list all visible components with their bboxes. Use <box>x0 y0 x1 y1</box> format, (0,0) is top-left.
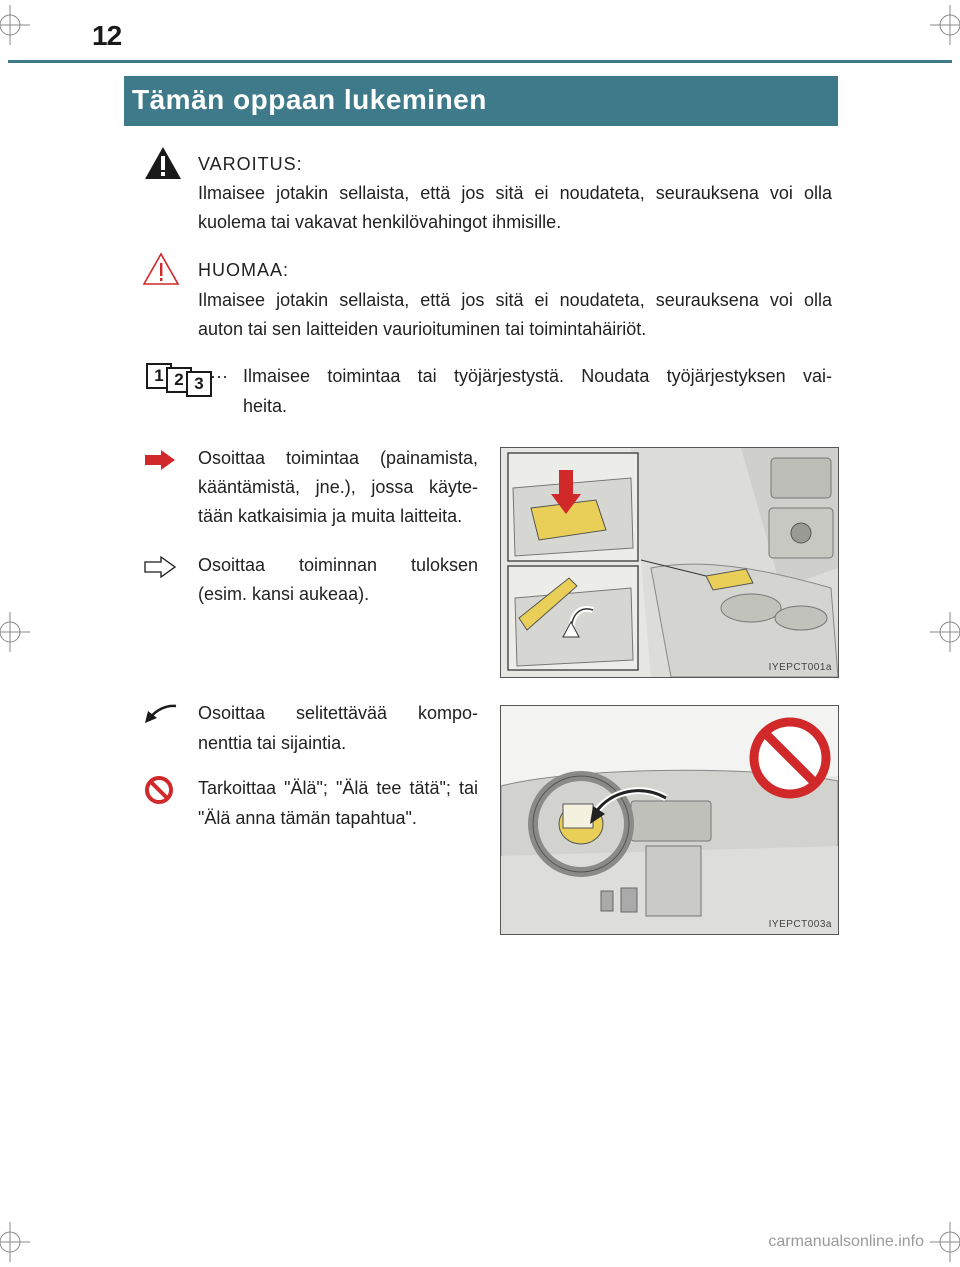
section-title: Tämän oppaan lukeminen <box>132 84 487 115</box>
figure-center-console <box>500 447 839 678</box>
caution-heading: HUOMAA: <box>198 260 290 280</box>
warning-text-line: Ilmaisee jotakin sellaista, että jos sitä ei noudateta, seurauksena voi olla <box>198 183 832 203</box>
result-arrow-outline-icon <box>144 556 176 578</box>
pointer-text-line: nenttia tai sijaintia. <box>198 733 347 753</box>
action-text-line: Osoittaa toimintaa (painamista, <box>198 448 478 468</box>
pointer-arrow-icon <box>144 702 178 724</box>
action-arrow-filled-icon <box>144 449 176 471</box>
warning-heading: VAROITUS: <box>198 154 303 174</box>
steps-text-line: heita. <box>243 396 288 416</box>
crop-mark-top-right <box>930 5 960 45</box>
caution-triangle-outline-icon <box>142 252 180 286</box>
crop-mark-bottom-right <box>930 1222 960 1262</box>
result-text-line: Osoittaa toiminnan tuloksen <box>198 555 478 575</box>
page-number: 12 <box>92 20 122 51</box>
dashboard-illustration <box>501 706 838 934</box>
footer-watermark: carmanualsonline.info <box>768 1233 924 1250</box>
prohibition-text-line: "Älä anna tämän tapahtua". <box>198 808 417 828</box>
figure-code: IYEPCT003a <box>768 919 832 930</box>
step-number-2: 2 <box>166 367 192 393</box>
pointer-text-line: Osoittaa selitettävää kompo- <box>198 703 478 723</box>
step-numbers-icon <box>146 363 216 395</box>
prohibition-text-line: Tarkoittaa "Älä"; "Älä tee tätä"; tai <box>198 778 478 798</box>
warning-triangle-filled-icon <box>144 146 182 180</box>
result-text-line: (esim. kansi aukeaa). <box>198 584 370 604</box>
action-text-line: kääntämistä, jne.), jossa käyte- <box>198 477 478 497</box>
center-console-illustration <box>501 448 838 677</box>
crop-mark-mid-left <box>0 612 30 652</box>
crop-mark-top-left <box>0 5 30 45</box>
steps-text-line: Ilmaisee toimintaa tai työjärjestystä. Noudata työjärjestyksen vai- <box>243 366 832 386</box>
crop-mark-mid-right <box>930 612 960 652</box>
step-number-1: 1 <box>146 363 172 389</box>
header-rule <box>8 60 952 63</box>
figure-code: IYEPCT001a <box>768 662 832 673</box>
crop-mark-bottom-left <box>0 1222 30 1262</box>
step-number-3: 3 <box>186 371 212 397</box>
step-dots: ··· <box>210 366 228 386</box>
action-text-line: tään katkaisimia ja muita laitteita. <box>198 506 463 526</box>
warning-text-line: kuolema tai vakavat henkilövahingot ihmisille. <box>198 212 562 232</box>
prohibition-icon <box>144 775 174 805</box>
caution-text-line: auton tai sen laitteiden vaurioituminen tai toimintahäiriöt. <box>198 319 647 339</box>
caution-text-line: Ilmaisee jotakin sellaista, että jos sitä ei noudateta, seurauksena voi olla <box>198 290 832 310</box>
figure-dashboard <box>500 705 839 935</box>
